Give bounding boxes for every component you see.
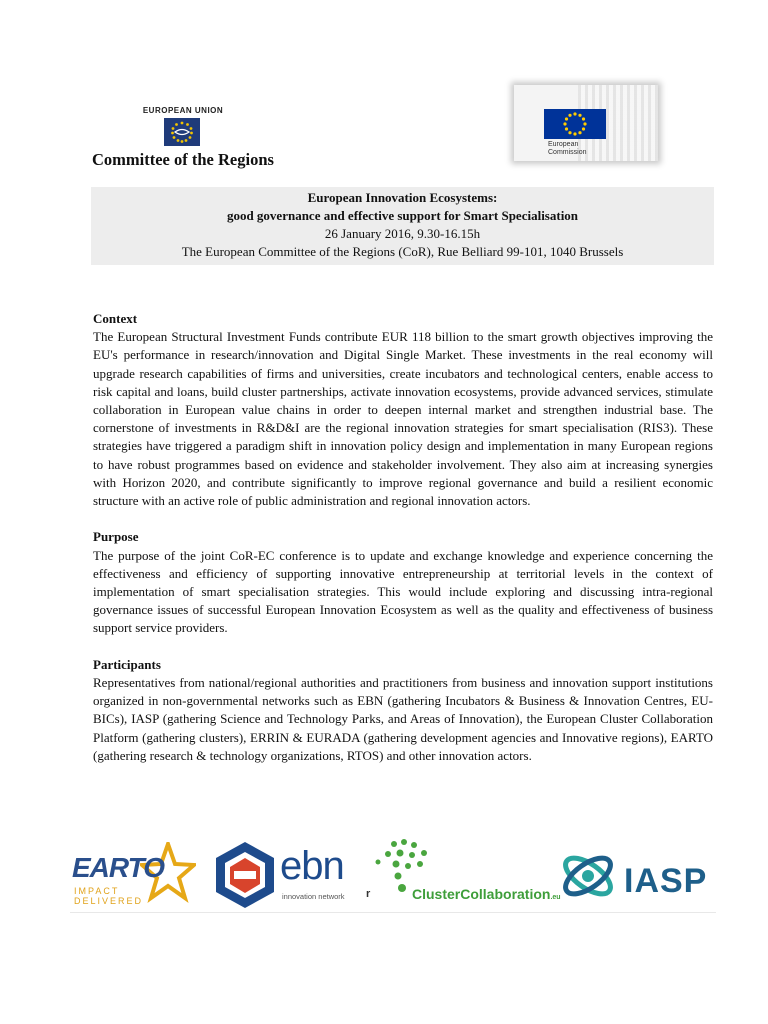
cluster-collaboration-logo bbox=[374, 838, 564, 912]
ebn-name: ebn bbox=[280, 844, 344, 888]
earto-tag2: DELIVERED bbox=[74, 896, 144, 906]
document-body bbox=[93, 310, 713, 783]
partner-logos bbox=[70, 838, 716, 913]
ec-label-line1: European bbox=[548, 141, 579, 148]
section-body-purpose: The purpose of the joint CoR-EC conference is to update and exchange knowledge and experience concerning the effectiveness and efficiency of supporting innovative entrepreneurship at territorial levels in the context of implementation of smart specialisation strategies. This would include exploring and discussing intra-regional governance issues of successful European Innovation Ecosystem as well as the quality and effectiveness of business support service providers. bbox=[93, 547, 713, 636]
iasp-name: IASP bbox=[624, 862, 708, 900]
ebn-hexagon-icon bbox=[212, 840, 278, 910]
section-body-participants: Representatives from national/regional authorities and practitioners from business and innovation support institutions organized in non-governmental networks such as EBN (gathering Incubators & Business & Innovation Centres, EU-BICs), IASP (gathering Science and Technology Parks, and Areas of Innovation), the European Cluster Collaboration Platform (gathering clusters), ERRIN & EURADA (gathering development agencies and Innovative regions), EARTO (gathering research & technology organizations, RTOS) and other innovation actors. bbox=[93, 675, 713, 763]
section-heading-purpose: Purpose bbox=[93, 529, 139, 545]
section-body-context: The European Structural Investment Funds contribute EUR 118 billion to the smart growth objectives improving the EU's performance in research/innovation and Digital Single Market. These investments in the real economy will upgrade research capabilities of firms and universities, create incubators and technological centers, enable access to risk capital and loans, build cluster partnerships, activate innovation ecosystems, provide advanced services, stimulate collaboration in European value chains in order to deepen internal market and strengthen industrial base. The cornerstone of investments in R&D&I are the regional innovation strategies for smart specialisation (RIS3). These strategies have triggered a paradigm shift in innovation policy design and implementation in many European regions to have robust programmes based on evidence and stakeholder involvement. They also aim at increasing synergies with Horizon 2020, and contribute significantly to improve regional governance and build a resilient economic structure with an active role of public administration and regional innovation actors. bbox=[93, 329, 713, 509]
ebn-logo bbox=[212, 838, 372, 912]
iasp-globe-icon bbox=[558, 846, 618, 906]
cor-name: Committee of the Regions bbox=[92, 150, 274, 169]
event-venue: The European Committee of the Regions (CoR), Rue Belliard 99-101, 1040 Brussels bbox=[181, 244, 624, 259]
earto-tagline bbox=[74, 886, 143, 906]
ec-label-line2: Commission bbox=[548, 149, 587, 156]
cor-logo bbox=[92, 104, 274, 172]
ebn-tagline: innovation network bbox=[282, 892, 345, 901]
iasp-logo bbox=[558, 846, 716, 910]
event-title-line1: European Innovation Ecosystems: bbox=[307, 190, 498, 205]
earto-name: EARTO bbox=[72, 852, 164, 883]
section-heading-participants: Participants bbox=[93, 656, 161, 672]
ec-label bbox=[548, 141, 587, 157]
cluster-name-text: ClusterCollaboration bbox=[412, 886, 551, 902]
event-header bbox=[91, 187, 714, 265]
eu-flag-icon bbox=[164, 118, 200, 146]
event-title-line2: good governance and effective support for Smart Specialisation bbox=[226, 208, 579, 223]
earto-tag1: IMPACT bbox=[74, 886, 120, 896]
cluster-name bbox=[412, 886, 561, 902]
eu-label: EUROPEAN UNION bbox=[142, 106, 224, 115]
cluster-name-suffix: .eu bbox=[550, 894, 561, 901]
section-heading-context: Context bbox=[93, 311, 138, 326]
eu-flag-icon bbox=[544, 109, 606, 139]
ec-logo bbox=[514, 85, 658, 161]
stray-glyph: r bbox=[366, 888, 371, 900]
earto-logo bbox=[70, 844, 200, 908]
event-date: 26 January 2016, 9.30-16.15h bbox=[324, 226, 481, 241]
